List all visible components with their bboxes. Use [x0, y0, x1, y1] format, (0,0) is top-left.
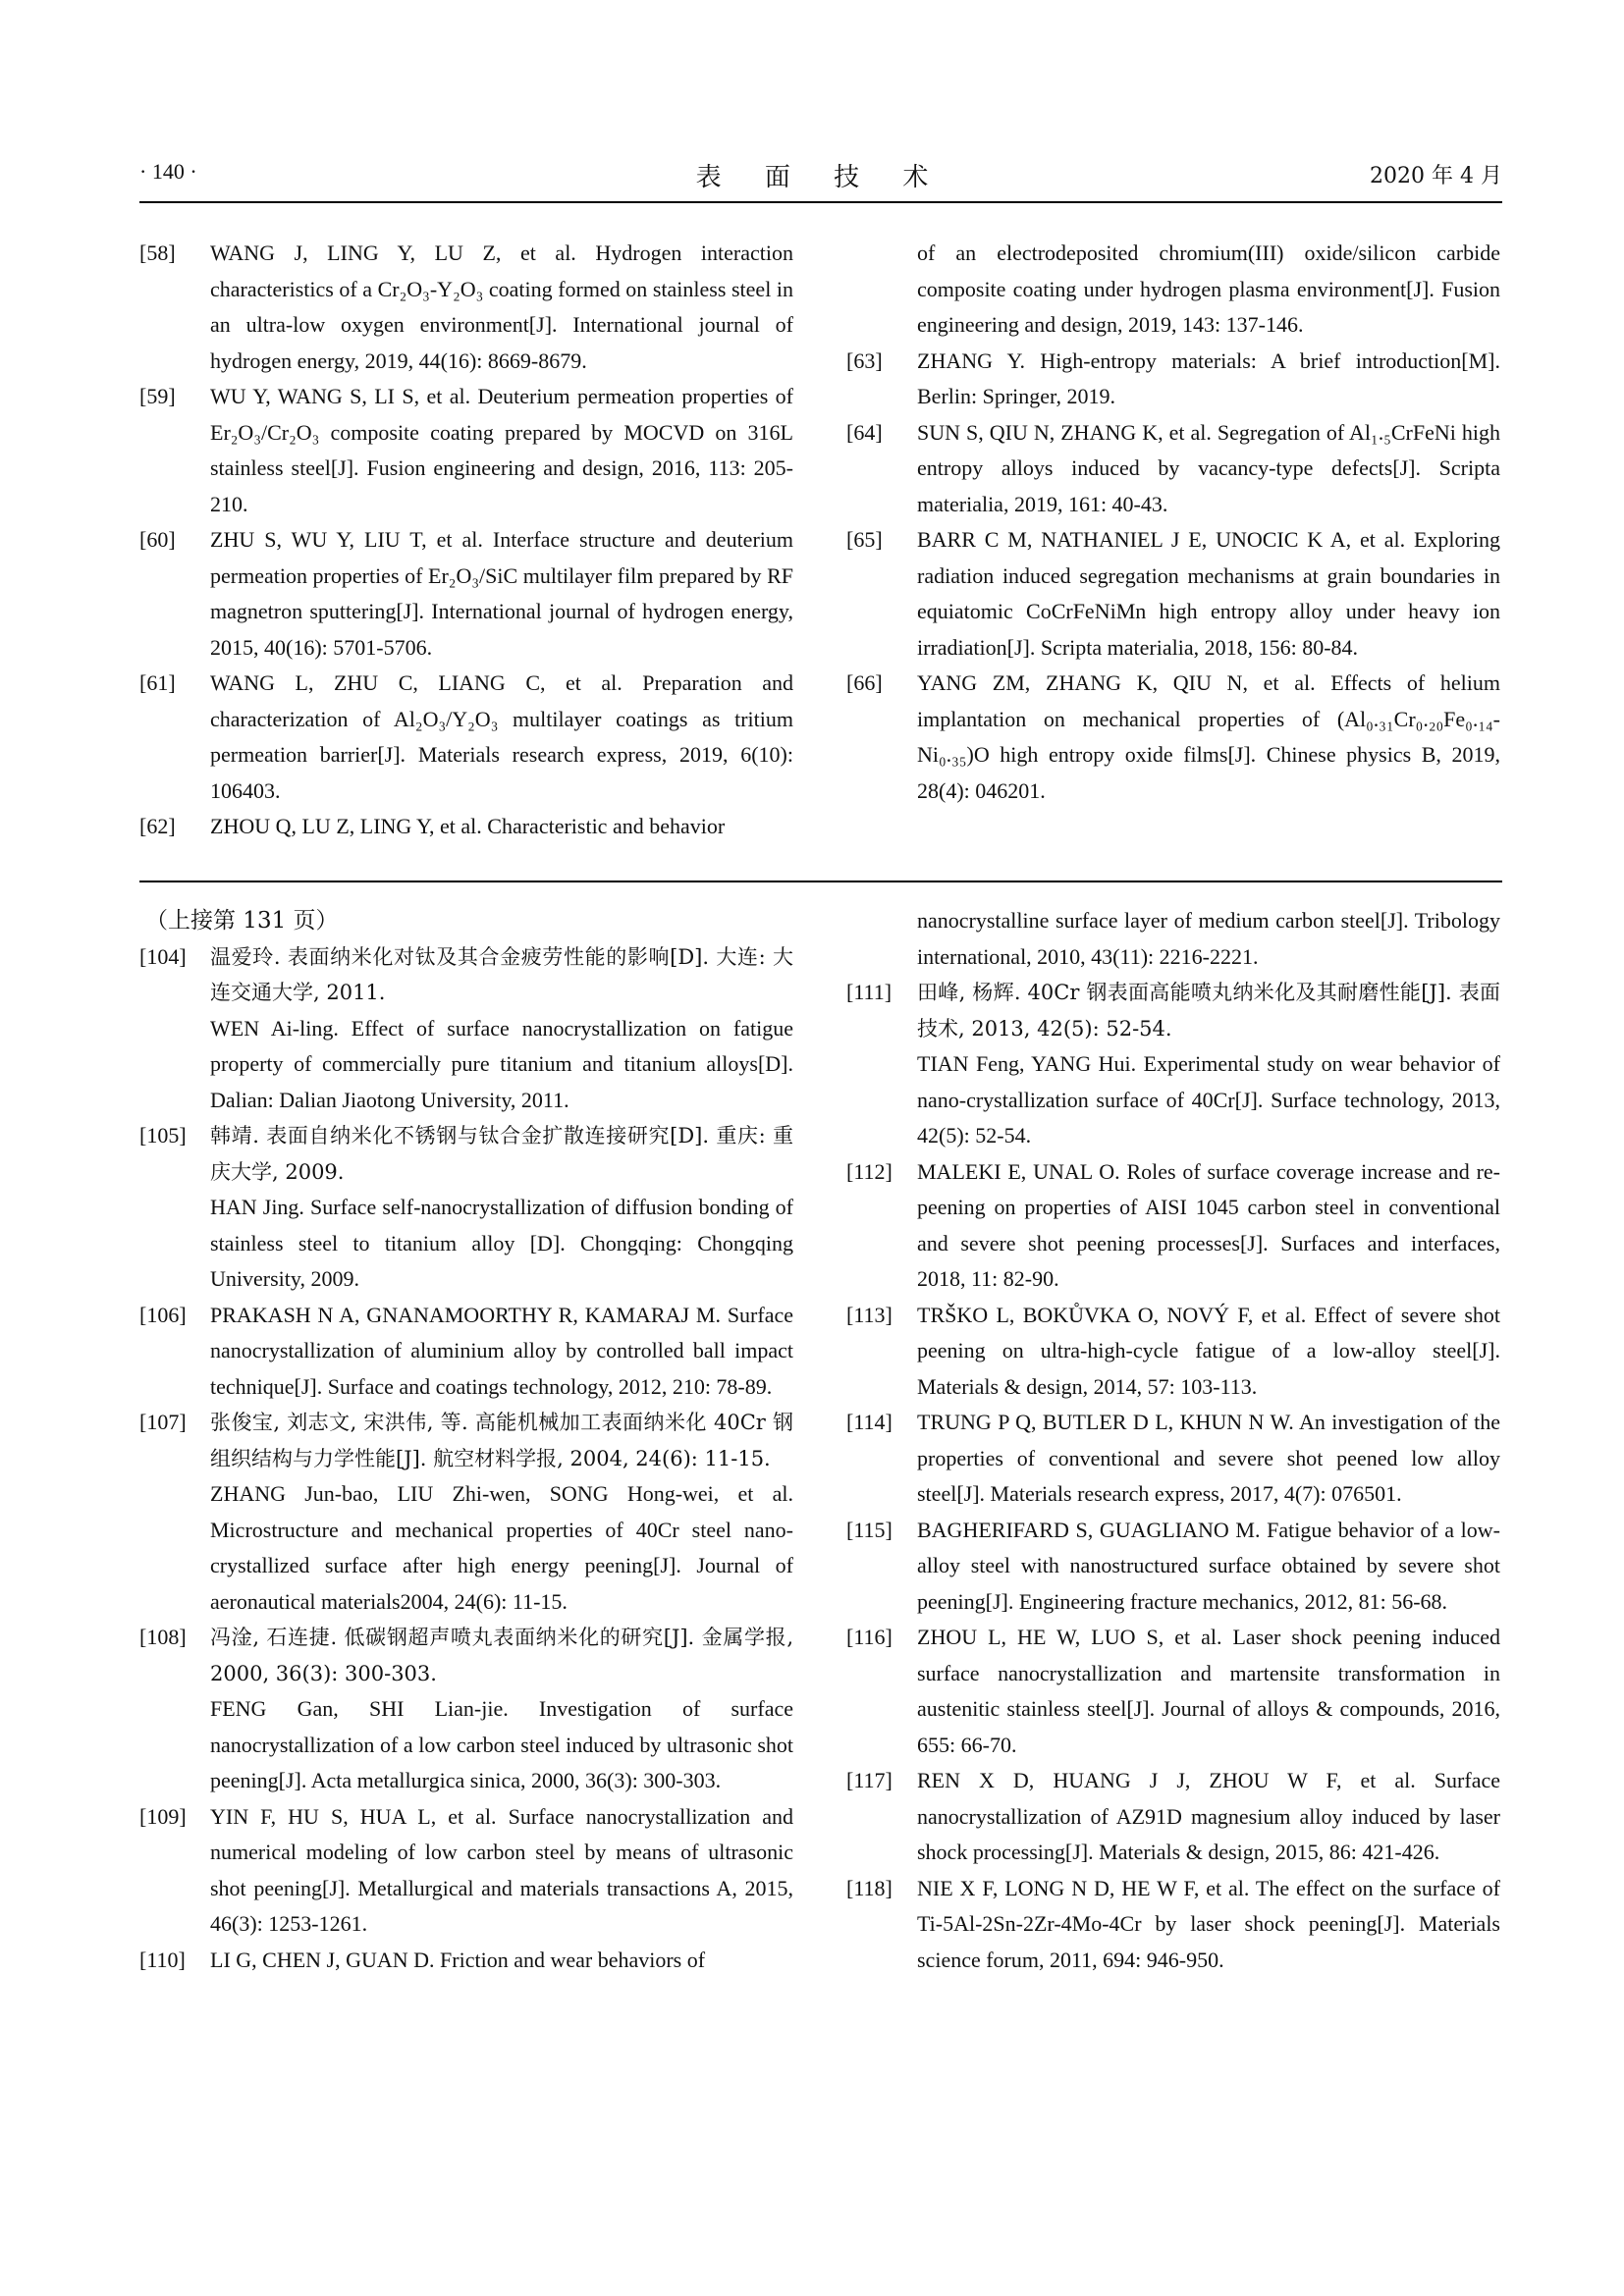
page-header: [139, 157, 1502, 196]
reference-item: [139, 1799, 793, 1943]
reference-item: [139, 1943, 793, 1979]
top-left-column: [139, 236, 793, 845]
section-divider: [139, 881, 1502, 882]
reference-number: [66]: [846, 670, 883, 695]
reference-number: [107]: [139, 1410, 187, 1434]
reference-text: TRŠKO L, BOKŮVKA O, NOVÝ F, et al. Effect of severe shot peening on ultra-high-cycle fatigue of a low-alloy steel[J]. Materials & design, 2014, 57: 103-113.: [917, 1302, 1500, 1399]
reference-number: [109]: [139, 1803, 187, 1829]
reference-number: [63]: [846, 347, 883, 373]
reference-text-chinese: 冯淦, 石连捷. 低碳钢超声喷丸表面纳米化的研究[J]. 金属学报, 2000, 36(3): 300-303.: [210, 1626, 793, 1685]
reference-text: YIN F, HU S, HUA L, et al. Surface nanocrystallization and numerical modeling of low carbon steel by means of ultrasonic shot peening[J]. Metallurgical and materials transactions A, 2015, 46(3): 1253-1261.: [210, 1803, 793, 1936]
reference-item: [846, 1513, 1500, 1621]
reference-continuation: nanocrystalline surface layer of medium carbon steel[J]. Tribology international, 2010, 43(11): 2216-2221.: [917, 908, 1500, 969]
reference-item: [846, 522, 1500, 666]
reference-text: ZHOU Q, LU Z, LING Y, et al. Characteristic and behavior: [210, 814, 726, 838]
reference-number: [60]: [139, 527, 176, 552]
reference-item: [139, 1620, 793, 1799]
reference-text: WU Y, WANG S, LI S, et al. Deuterium permeation properties of Er₂O₃/Cr₂O₃ composite coating prepared by MOCVD on 316L stainless steel[J]. Fusion engineering and design, 2016, 113: 205-210.: [210, 384, 793, 516]
reference-number: [64]: [846, 419, 883, 445]
reference-item: [846, 1154, 1500, 1298]
reference-number: [65]: [846, 527, 883, 552]
reference-text-chinese: 温爱玲. 表面纳米化对钛及其合金疲劳性能的影响[D]. 大连: 大连交通大学, 2011.: [210, 944, 793, 1004]
reference-number: [108]: [139, 1625, 187, 1649]
reference-number: [116]: [846, 1625, 893, 1649]
reference-number: [117]: [846, 1768, 893, 1792]
reference-number: [113]: [846, 1302, 893, 1327]
reference-text: BARR C M, NATHANIEL J E, UNOCIC K A, et al. Exploring radiation induced segregation mechanisms at grain boundaries in equiatomic CoCrFeNiMn high entropy alloy under heavy ion irradiation[J]. Scripta materialia, 2018, 156: 80-84.: [917, 527, 1500, 660]
reference-number: [118]: [846, 1875, 893, 1900]
reference-item: [139, 1298, 793, 1406]
bottom-left-column: [139, 903, 793, 1978]
continued-from-label: （上接第 131 页）: [145, 908, 339, 934]
reference-text: WANG J, LING Y, LU Z, et al. Hydrogen interaction characteristics of a Cr₂O₃-Y₂O₃ coating formed on stainless steel in an ultra-low oxygen environment[J]. International journal of hydrogen energy, 2019, 44(16): 8669-8679.: [210, 240, 793, 373]
reference-item: [139, 666, 793, 809]
issue-date: 2020 年 4 月: [1370, 164, 1502, 188]
top-right-column: [846, 236, 1500, 809]
reference-number: [110]: [139, 1947, 186, 1972]
reference-number: [106]: [139, 1302, 187, 1327]
reference-number: [112]: [846, 1158, 893, 1184]
reference-number: [114]: [846, 1410, 893, 1434]
reference-text-chinese: 韩靖. 表面自纳米化不锈钢与钛合金扩散连接研究[D]. 重庆: 重庆大学, 2009.: [210, 1124, 793, 1184]
reference-item: [139, 809, 793, 845]
reference-text: REN X D, HUANG J J, ZHOU W F, et al. Surface nanocrystallization of AZ91D magnesium alloy induced by laser shock processing[J]. Materials & design, 2015, 86: 421-426.: [917, 1768, 1500, 1864]
reference-text: LI G, CHEN J, GUAN D. Friction and wear behaviors of: [210, 1947, 706, 1972]
reference-continuation: of an electrodeposited chromium(III) oxide/silicon carbide composite coating under hydrogen plasma environment[J]. Fusion engineering and design, 2019, 143: 137-146.: [917, 240, 1500, 337]
reference-item: [846, 344, 1500, 415]
reference-text: MALEKI E, UNAL O. Roles of surface coverage increase and re-peening on properties of AISI 1045 carbon steel in conventional and severe shot peening processes[J]. Surfaces and interfaces, 2018, 11: 82-90.: [917, 1158, 1500, 1291]
reference-number: [115]: [846, 1517, 893, 1542]
reference-item: [846, 1620, 1500, 1763]
reference-text: YANG ZM, ZHANG K, QIU N, et al. Effects of helium implantation on mechanical properties of (Al₀.₃₁Cr₀.₂₀Fe₀.₁₄-Ni₀.₃₅)O high entropy oxide films[J]. Chinese physics B, 2019, 28(4): 046201.: [917, 670, 1500, 803]
reference-number: [104]: [139, 943, 187, 969]
reference-number: [61]: [139, 670, 176, 695]
reference-text: ZHOU L, HE W, LUO S, et al. Laser shock peening induced surface nanocrystallization and martensite transformation in austenitic stainless steel[J]. Journal of alloys & compounds, 2016, 655: 66-70.: [917, 1625, 1500, 1757]
reference-text: WEN Ai-ling. Effect of surface nanocrystallization on fatigue property of commercially pure titanium and titanium alloys[D]. Dalian: Dalian Jiaotong University, 2011.: [210, 1015, 793, 1112]
reference-item: [846, 975, 1500, 1154]
reference-item: [846, 666, 1500, 809]
journal-title: 表 面 技 术: [695, 163, 947, 192]
reference-number: [105]: [139, 1123, 187, 1148]
reference-text-chinese: 田峰, 杨辉. 40Cr 钢表面高能喷丸纳米化及其耐磨性能[J]. 表面技术, 2013, 42(5): 52-54.: [917, 981, 1500, 1041]
reference-number: [58]: [139, 240, 176, 265]
reference-text-chinese: 张俊宝, 刘志文, 宋洪伟, 等. 高能机械加工表面纳米化 40Cr 钢组织结构与力学性能[J]. 航空材料学报, 2004, 24(6): 11-15.: [210, 1411, 793, 1470]
reference-item: [846, 415, 1500, 523]
reference-text: TRUNG P Q, BUTLER D L, KHUN N W. An investigation of the properties of conventional and severe shot peened low alloy steel[J]. Materials research express, 2017, 4(7): 076501.: [917, 1410, 1500, 1506]
reference-item: [846, 1871, 1500, 1979]
reference-number: [111]: [846, 980, 893, 1004]
reference-text: TIAN Feng, YANG Hui. Experimental study on wear behavior of nano-crystallization surface of 40Cr[J]. Surface technology, 2013, 42(5): 52-54.: [917, 1051, 1500, 1148]
reference-item: [139, 522, 793, 666]
reference-text: WANG L, ZHU C, LIANG C, et al. Preparation and characterization of Al₂O₃/Y₂O₃ multilayer coatings as tritium permeation barrier[J]. Materials research express, 2019, 6(10): 106403.: [210, 670, 793, 803]
reference-item: [139, 379, 793, 522]
reference-item: [846, 1405, 1500, 1513]
reference-item: [139, 1405, 793, 1620]
reference-item: [139, 939, 793, 1119]
reference-text: ZHANG Y. High-entropy materials: A brief introduction[M]. Berlin: Springer, 2019.: [917, 347, 1500, 408]
reference-text: NIE X F, LONG N D, HE W F, et al. The effect on the surface of Ti-5Al-2Sn-2Zr-4Mo-4Cr by laser shock peening[J]. Materials science forum, 2011, 694: 946-950.: [917, 1875, 1500, 1972]
reference-number: [62]: [139, 814, 176, 838]
reference-number: [59]: [139, 384, 176, 408]
reference-text: PRAKASH N A, GNANAMOORTHY R, KAMARAJ M. Surface nanocrystallization of aluminium alloy by controlled ball impact technique[J]. Surface and coatings technology, 2012, 210: 78-89.: [210, 1302, 793, 1399]
reference-item: [139, 236, 793, 379]
reference-text: SUN S, QIU N, ZHANG K, et al. Segregation of Al₁.₅CrFeNi high entropy alloys induced by vacancy-type defects[J]. Scripta materialia, 2019, 161: 40-43.: [917, 419, 1500, 516]
reference-text: BAGHERIFARD S, GUAGLIANO M. Fatigue behavior of a low-alloy steel with nanostructured surface obtained by severe shot peening[J]. Engineering fracture mechanics, 2012, 81: 56-68.: [917, 1517, 1500, 1614]
header-rule: [139, 201, 1502, 203]
page-number: · 140 ·: [139, 159, 197, 184]
bottom-right-column: [846, 903, 1500, 1978]
reference-item: [846, 1763, 1500, 1871]
reference-item: [846, 1298, 1500, 1406]
reference-item: [139, 1118, 793, 1298]
reference-text: HAN Jing. Surface self-nanocrystallization of diffusion bonding of stainless steel to titanium alloy [D]. Chongqing: Chongqing University, 2009.: [210, 1195, 793, 1291]
reference-text: FENG Gan, SHI Lian-jie. Investigation of surface nanocrystallization of a low carbon steel induced by ultrasonic shot peening[J]. Acta metallurgica sinica, 2000, 36(3): 300-303.: [210, 1696, 793, 1792]
reference-text: ZHU S, WU Y, LIU T, et al. Interface structure and deuterium permeation properties of Er₂O₃/SiC multilayer film prepared by RF magnetron sputtering[J]. International journal of hydrogen energy, 2015, 40(16): 5701-5706.: [210, 527, 793, 660]
reference-text: ZHANG Jun-bao, LIU Zhi-wen, SONG Hong-wei, et al. Microstructure and mechanical properties of 40Cr steel nano-crystallized surface after high energy peening[J]. Journal of aeronautical materials2004, 24(6): 11-15.: [210, 1481, 793, 1614]
